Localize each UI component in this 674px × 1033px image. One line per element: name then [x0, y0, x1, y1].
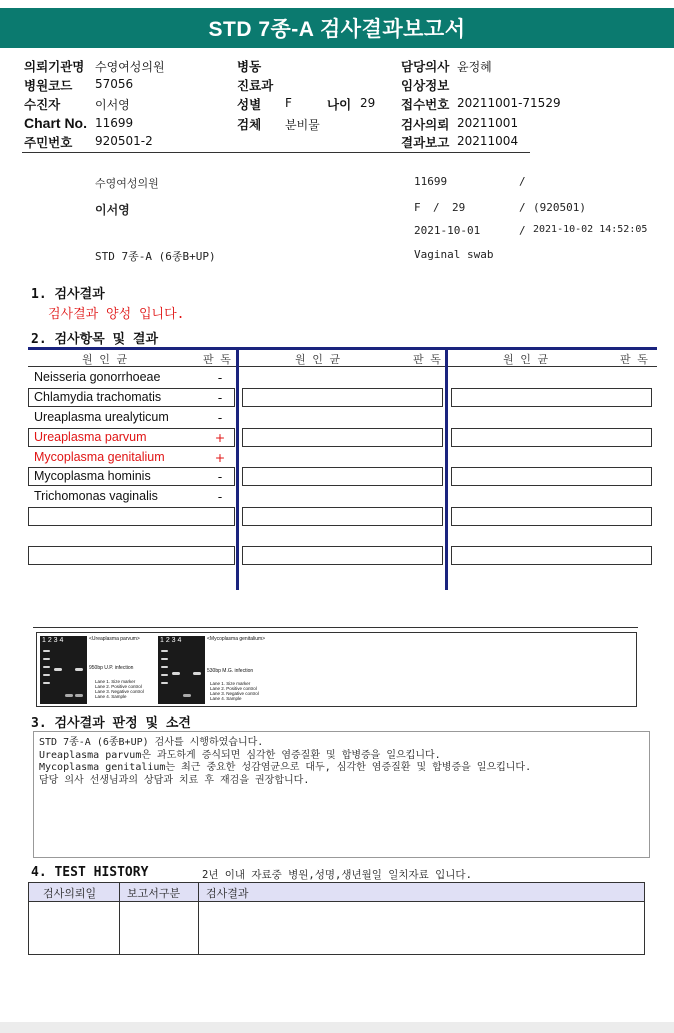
- opinion-line: Mycoplasma genitalium는 최근 중요한 성감염균으로 대두, 심각한 염증질환 및 합병증을 일으킵니다.: [39, 762, 532, 773]
- opinion-line: 담당 의사 선생님과의 상담과 치료 후 재검을 권장합니다.: [39, 774, 310, 786]
- gel-legend-line: Lane 3. Negative control: [95, 689, 144, 694]
- organism-result: -: [217, 469, 223, 484]
- opinion-line: Ureaplasma parvum은 과도하게 증식되면 심각한 염증질환 및 합병증을 일으킵니다.: [39, 749, 441, 761]
- history-col-divider: [198, 883, 199, 954]
- organism-name-positive: Mycoplasma genitalium: [34, 450, 165, 464]
- organism-result-positive: +: [214, 450, 226, 465]
- summary-slash: /: [433, 201, 440, 214]
- gel-legend-line: Lane 4. Sample: [210, 696, 242, 701]
- organism-name: Mycoplasma hominis: [34, 469, 151, 483]
- summary-chart-no: 11699: [414, 175, 448, 188]
- specimen-value: 분비물: [285, 118, 320, 132]
- result-row-box: [242, 428, 443, 447]
- col-result-header: 판 독: [203, 353, 231, 366]
- hospital-code-value: 57056: [95, 77, 134, 91]
- patient-value: 이서영: [95, 98, 130, 112]
- history-header-row: [29, 883, 644, 902]
- specimen-label: 검체: [237, 117, 262, 132]
- history-table: [28, 882, 645, 955]
- col-result-header: 판 독: [413, 353, 441, 366]
- organism-name: Trichomonas vaginalis: [34, 489, 158, 503]
- page-bottom-strip: [0, 1022, 674, 1033]
- institution-label: 의뢰기관명: [24, 59, 85, 74]
- report-date-value: 20211004: [457, 134, 519, 148]
- summary-request-date: 2021-10-01: [414, 224, 481, 237]
- history-col-divider: [119, 883, 120, 954]
- summary-institution: 수영여성의원: [95, 177, 159, 190]
- gel-lane-numbers: 1 2 3 4: [42, 637, 64, 644]
- organism-result: -: [217, 489, 223, 504]
- chart-no-label: Chart No.: [24, 115, 87, 131]
- organism-result: -: [217, 390, 223, 405]
- organism-name: Ureaplasma urealyticum: [34, 410, 169, 424]
- summary-slash: /: [519, 175, 526, 188]
- history-col-result: 검사결과: [206, 887, 249, 900]
- result-row-box: [451, 467, 652, 486]
- section2-title: 2. 검사항목 및 결과: [31, 332, 159, 347]
- summary-birth: (920501): [533, 201, 586, 214]
- gel-title-mycoplasma: <Mycoplasma genitalium>: [207, 636, 266, 642]
- gel-band-label-mycoplasma: 530bp M.G. infection: [207, 668, 254, 674]
- results-header-rule: [28, 366, 657, 367]
- col-result-header: 판 독: [620, 353, 648, 366]
- request-date-value: 20211001: [457, 116, 519, 130]
- ward-label: 병동: [237, 59, 262, 74]
- age-value: 29: [360, 96, 376, 110]
- gel-image-panel: [36, 632, 637, 707]
- opinion-line: STD 7종-A (6종B+UP) 검사를 시행하였습니다.: [39, 737, 264, 748]
- result-row-box: [242, 467, 443, 486]
- sex-label: 성별: [237, 97, 262, 112]
- col-organism-header: 원 인 균: [82, 353, 128, 366]
- report-title: STD 7종-A 검사결과보고서: [0, 8, 674, 48]
- result-row-box: [28, 507, 235, 526]
- opinion-box: [33, 731, 650, 858]
- result-row-box: [451, 388, 652, 407]
- gel-top-rule: [33, 627, 638, 628]
- summary-report-datetime: 2021-10-02 14:52:05: [533, 224, 648, 235]
- request-label: 검사의뢰: [401, 117, 450, 132]
- gel-legend-line: Lane 3. Negative control: [210, 691, 259, 696]
- result-row-box: [242, 546, 443, 565]
- summary-test-name: STD 7종-A (6종B+UP): [95, 250, 216, 263]
- result-row-box: [451, 546, 652, 565]
- chart-no-value: 11699: [95, 116, 134, 130]
- organism-result: -: [217, 410, 223, 425]
- age-label: 나이: [327, 97, 352, 112]
- summary-patient: 이서영: [95, 203, 130, 217]
- organism-result-positive: +: [214, 430, 226, 445]
- section3-title: 3. 검사결과 판정 및 소견: [31, 716, 191, 731]
- institution-value: 수영여성의원: [95, 60, 165, 74]
- receipt-no-value: 20211001-71529: [457, 96, 561, 110]
- clinical-label: 임상정보: [401, 78, 450, 93]
- summary-sex: F: [414, 201, 421, 214]
- result-row-box: [242, 507, 443, 526]
- section1-title: 1. 검사결과: [31, 287, 105, 302]
- result-row-box: [28, 546, 235, 565]
- summary-specimen: Vaginal swab: [414, 248, 494, 261]
- section4-title: 4. TEST HISTORY: [31, 865, 149, 880]
- history-col-report-type: 보고서구분: [127, 887, 181, 900]
- gel-photo-mycoplasma: [158, 636, 205, 704]
- summary-age: 29: [452, 201, 466, 214]
- gel-title-ureaplasma: <Ureaplasma parvum>: [89, 636, 140, 642]
- gel-photo-ureaplasma: [40, 636, 87, 704]
- gel-legend-line: Lane 4. Sample: [95, 694, 127, 699]
- report-label: 결과보고: [401, 135, 450, 150]
- organism-name: Chlamydia trachomatis: [34, 390, 162, 404]
- col-organism-header: 원 인 균: [295, 353, 341, 366]
- receipt-no-label: 접수번호: [401, 97, 450, 112]
- summary-slash: /: [519, 201, 526, 214]
- column-divider: [445, 349, 448, 590]
- gel-legend-line: Lane 2. Positive control: [210, 686, 257, 691]
- section4-note: 2년 이내 자료중 병원,성명,생년월일 일치자료 입니다.: [202, 869, 472, 881]
- doctor-label: 담당의사: [401, 59, 450, 74]
- patient-label: 수진자: [24, 97, 61, 112]
- department-label: 진료과: [237, 78, 274, 93]
- doctor-value: 윤정혜: [457, 60, 492, 74]
- result-row-box: [451, 428, 652, 447]
- sex-value: F: [285, 96, 292, 110]
- organism-name: Neisseria gonorrhoeae: [34, 370, 161, 384]
- col-organism-header: 원 인 균: [503, 353, 549, 366]
- column-divider: [236, 349, 239, 590]
- results-top-rule: [28, 347, 657, 350]
- id-no-value: 920501-2: [95, 134, 153, 148]
- organism-name-positive: Ureaplasma parvum: [34, 430, 147, 444]
- section1-result: 검사결과 양성 입니다.: [48, 307, 185, 322]
- gel-lane-numbers: 1 2 3 4: [160, 637, 182, 644]
- gel-legend-line: Lane 1. Size marker: [95, 679, 136, 684]
- summary-slash: /: [519, 224, 526, 237]
- id-no-label: 주민번호: [24, 135, 73, 150]
- header-divider: [22, 152, 530, 153]
- result-row-box: [242, 388, 443, 407]
- hospital-code-label: 병원코드: [24, 78, 73, 93]
- gel-legend-line: Lane 1. Size marker: [210, 681, 251, 686]
- gel-legend-line: Lane 2. Positive control: [95, 684, 142, 689]
- history-col-request-date: 검사의뢰일: [43, 887, 97, 900]
- gel-band-label-ureaplasma: 950bp U.P. infection: [89, 665, 134, 671]
- result-row-box: [451, 507, 652, 526]
- organism-result: -: [217, 370, 223, 385]
